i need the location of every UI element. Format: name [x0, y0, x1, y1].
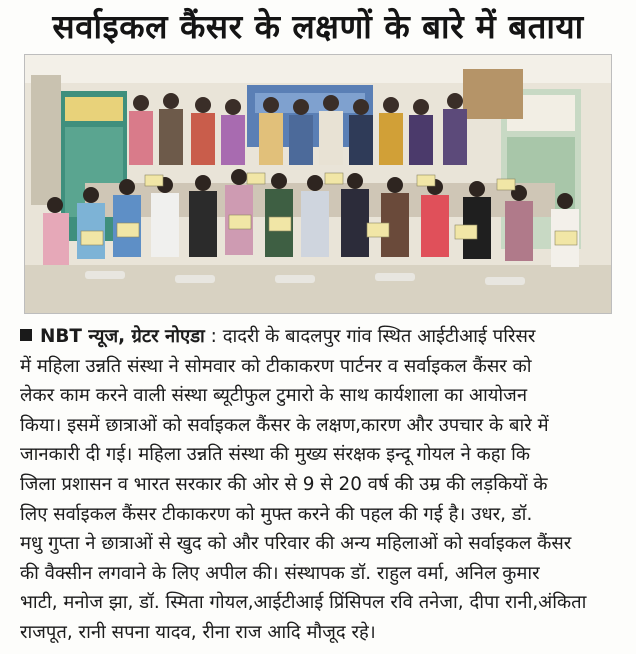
article-line-10: भाटी, मनोज झा, डॉ. स्मिता गोयल,आईटीआई प्रिंसिपल रवि तनेजा, दीपा रानी,अंकिता — [20, 592, 587, 614]
article-line-6: जिला प्रशासन व भारत सरकार की ओर से 9 से 20 वर्ष की उम्र की लड़कियों के — [20, 473, 548, 495]
article-line-3: लेकर काम करने वाली संस्था ब्यूटीफुल टुमारो के साथ कार्यशाला का आयोजन — [20, 385, 528, 407]
group-photo — [24, 54, 612, 314]
headline: सर्वाइकल कैंसर के लक्षणों के बारे में बताया — [52, 7, 584, 46]
article-line-text: : दादरी के बादलपुर गांव स्थित आईटीआई परिसर — [210, 326, 536, 347]
group-photo-illustration — [25, 55, 611, 313]
article-line-7: लिए सर्वाइकल कैंसर टीकाकरण को मुफ्त करने की पहल की गई है। उधर, डॉ. — [20, 503, 533, 525]
article-body — [20, 322, 620, 648]
article-line-11: राजपूत, रानी सपना यादव, रीना राज आदि मौजूद रहे। — [20, 621, 376, 643]
article-line-4: किया। इसमें छात्राओं को सर्वाइकल कैंसर के लक्षण,कारण और उपचार के बारे में — [20, 414, 549, 436]
article-line-8: मधु गुप्ता ने छात्राओं से खुद को और परिवार की अन्य महिलाओं को सर्वाइकल कैंसर — [20, 533, 572, 555]
article-line-5: जानकारी दी गई। महिला उन्नति संस्था की मुख्य संरक्षक इन्दू गोयल ने कहा कि — [20, 444, 531, 466]
article-line-9: की वैक्सीन लगवाने के लिए अपील की। संस्थापक डॉ. राहुल वर्मा, अनिल कुमार — [20, 562, 540, 584]
bullet-square-icon — [20, 329, 32, 341]
byline: NBT न्यूज, ग्रेटर नोएडा — [40, 326, 205, 347]
article-line-2: में महिला उन्नति संस्था ने सोमवार को टीकाकरण पार्टनर व सर्वाइकल कैंसर को — [20, 355, 532, 377]
article-line-1 — [20, 322, 620, 352]
